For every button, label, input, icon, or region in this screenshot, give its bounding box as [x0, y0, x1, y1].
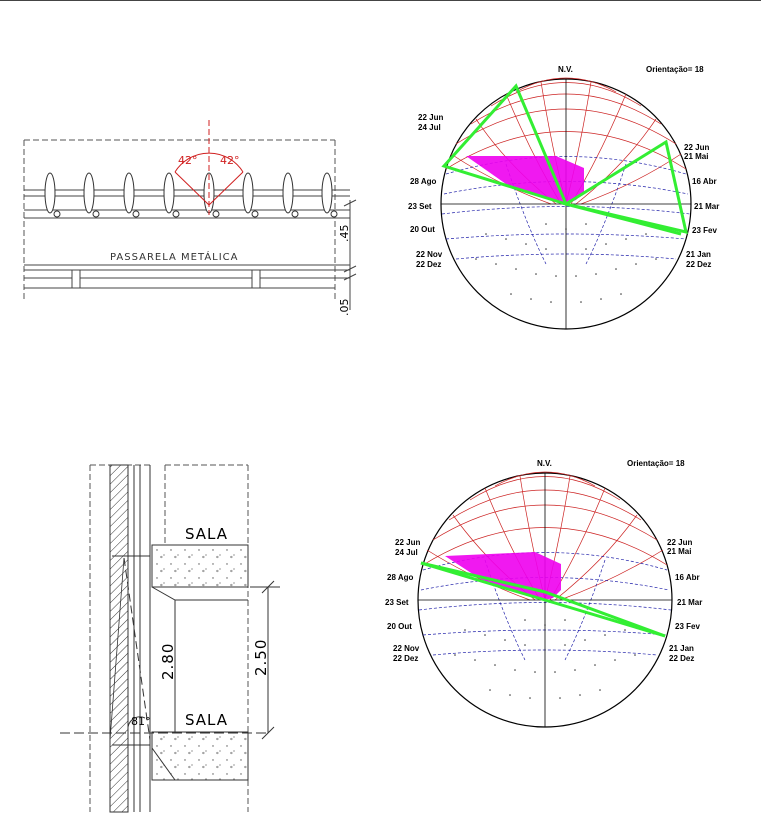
right-date-label: 21 Mar — [677, 598, 703, 607]
dim-45-label: .45 — [338, 224, 351, 242]
dim-250-label: 2.50 — [252, 638, 270, 676]
left-date-label: 20 Out — [387, 622, 412, 631]
orientation-label: Orientação= 18 — [627, 459, 685, 468]
left-date-label: 20 Out — [410, 225, 435, 234]
slab-bottom — [152, 732, 248, 780]
angle-left-label: 42° — [178, 154, 198, 167]
catwalk-post — [252, 270, 260, 288]
left-date-label: 22 Jun — [395, 538, 421, 547]
right-date-label: 22 Jun — [667, 538, 693, 547]
louver-blade — [243, 173, 253, 213]
beam-top — [152, 587, 248, 600]
left-date-label: 28 Ago — [410, 177, 437, 186]
dim-280-label: 2.80 — [159, 642, 177, 680]
pivot — [252, 211, 258, 217]
right-date-label: 21 Mai — [667, 547, 692, 556]
left-date-label: 24 Jul — [395, 548, 418, 557]
louver-blade — [164, 173, 174, 213]
left-date-label: 28 Ago — [387, 573, 414, 582]
catwalk-label: PASSARELA METÁLICA — [110, 252, 239, 263]
pivot — [54, 211, 60, 217]
right-date-label: 16 Abr — [692, 177, 717, 186]
room-top-label: SALA — [185, 525, 229, 543]
right-date-label: 21 Mar — [694, 202, 720, 211]
pivot — [331, 211, 337, 217]
right-date-label: 23 Fev — [675, 622, 700, 631]
left-date-label: 22 Dez — [393, 654, 419, 663]
angle-right-label: 42° — [220, 154, 240, 167]
louver-blade — [84, 173, 94, 213]
slab-top — [152, 545, 248, 587]
sun-chart-top — [408, 65, 719, 329]
right-date-label: 23 Fev — [692, 226, 717, 235]
pivot — [213, 211, 219, 217]
left-date-label: 22 Dez — [416, 260, 442, 269]
wall-section — [60, 465, 280, 812]
left-date-label: 22 Nov — [416, 250, 443, 259]
pivot — [93, 211, 99, 217]
louver-blade — [45, 173, 55, 213]
sun-chart-bottom — [385, 459, 702, 727]
dim-05-label: .05 — [338, 298, 351, 316]
catwalk-post — [72, 270, 80, 288]
right-date-label: 21 Mai — [684, 152, 709, 161]
louver-blade — [322, 173, 332, 213]
louver-blade — [283, 173, 293, 213]
north-label: N.V. — [558, 65, 573, 74]
pivot — [133, 211, 139, 217]
north-label: N.V. — [537, 459, 552, 468]
right-date-label: 21 Jan — [669, 644, 694, 653]
left-date-label: 22 Nov — [393, 644, 420, 653]
left-date-label: 23 Set — [385, 598, 409, 607]
right-date-label: 16 Abr — [675, 573, 700, 582]
right-date-label: 22 Dez — [686, 260, 712, 269]
pivot — [292, 211, 298, 217]
left-date-label: 22 Jun — [418, 113, 444, 122]
hatched-wall — [110, 465, 128, 812]
section-angle-label: 81° — [131, 715, 151, 728]
right-date-label: 21 Jan — [686, 250, 711, 259]
right-date-label: 22 Jun — [684, 143, 710, 152]
orientation-label: Orientação= 18 — [646, 65, 704, 74]
louver-plan — [24, 120, 356, 316]
pivot — [173, 211, 179, 217]
room-bottom-label: SALA — [185, 711, 229, 729]
left-date-label: 24 Jul — [418, 123, 441, 132]
left-date-label: 23 Set — [408, 202, 432, 211]
louver-blade — [124, 173, 134, 213]
right-date-label: 22 Dez — [669, 654, 695, 663]
